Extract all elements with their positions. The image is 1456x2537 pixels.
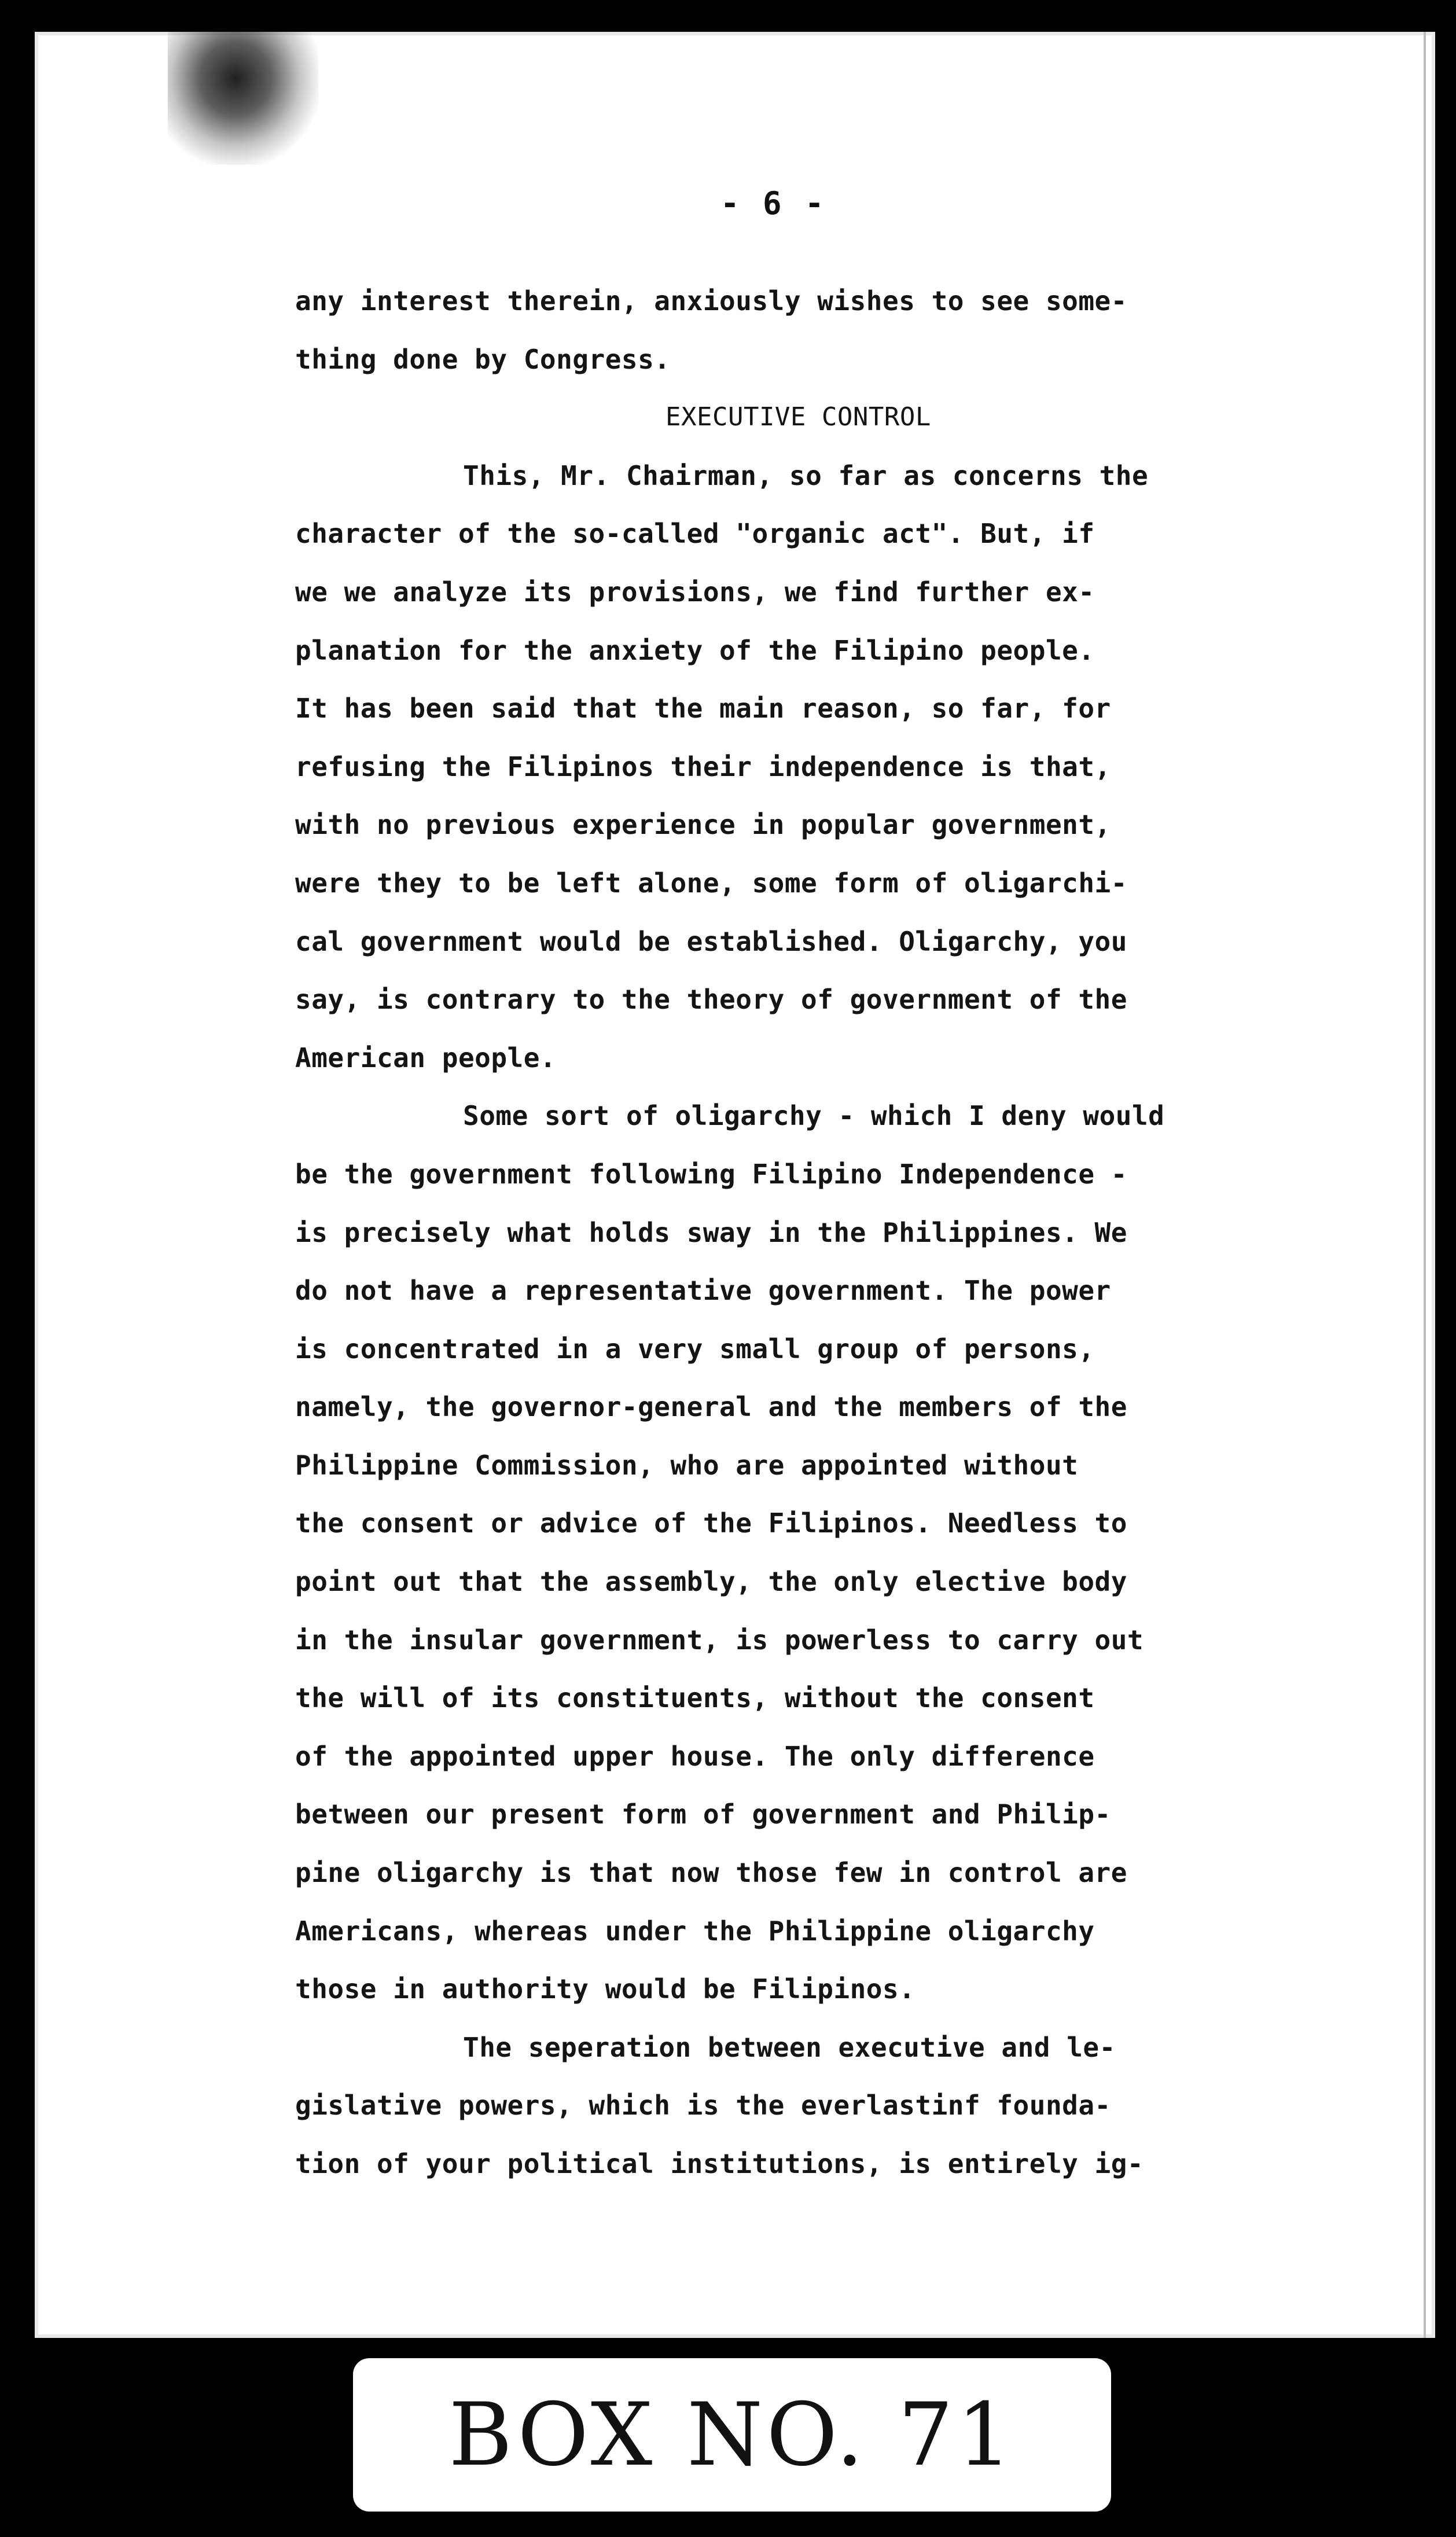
text-line: American people.: [295, 1042, 557, 1073]
text-line: This, Mr. Chairman, so far as concerns the: [463, 459, 1149, 491]
text-line: the consent or advice of the Filipinos. Needless to: [295, 1508, 1127, 1539]
text-line: were they to be left alone, some form of oligarchi-: [295, 867, 1127, 899]
text-line: do not have a representative government. The power: [295, 1275, 1111, 1307]
text-line: of the appointed upper house. The only difference: [295, 1740, 1095, 1772]
text-line: tion of your political institutions, is entirely ig-: [295, 2148, 1144, 2179]
section-heading: EXECUTIVE CONTROL: [666, 402, 931, 432]
text-line: planation for the anxiety of the Filipino people.: [295, 634, 1095, 666]
text-line: namely, the governor-general and the members of the: [295, 1391, 1127, 1423]
text-line: Philippine Commission, who are appointed without: [295, 1449, 1079, 1481]
text-line: we we analyze its provisions, we find further ex-: [295, 576, 1095, 608]
text-line: be the government following Filipino Independence -: [295, 1158, 1127, 1190]
text-line: is precisely what holds sway in the Philippines. We: [295, 1216, 1127, 1248]
text-line: with no previous experience in popular government,: [295, 809, 1111, 841]
text-line: pine oligarchy is that now those few in control are: [295, 1857, 1127, 1889]
text-line: gislative powers, which is the everlastinf founda-: [295, 2090, 1111, 2121]
page-edge: [1424, 32, 1426, 2338]
box-label: [353, 2358, 1111, 2512]
text-line: Americans, whereas under the Philippine oligarchy: [295, 1915, 1095, 1947]
text-line: between our present form of government and Philip-: [295, 1799, 1111, 1830]
page-number: - 6 -: [720, 185, 826, 222]
text-line: any interest therein, anxiously wishes to see some-: [295, 285, 1127, 317]
text-line: those in authority would be Filipinos.: [295, 1973, 915, 2005]
text-line: the will of its constituents, without the consent: [295, 1682, 1095, 1714]
text-line: point out that the assembly, the only elective body: [295, 1566, 1127, 1598]
text-line: say, is contrary to the theory of government of the: [295, 984, 1127, 1016]
typed-text-body: [295, 272, 1244, 2193]
text-line: is concentrated in a very small group of persons,: [295, 1333, 1095, 1365]
text-line: refusing the Filipinos their independence is that,: [295, 751, 1111, 782]
text-line: The seperation between executive and le-: [463, 2031, 1116, 2063]
text-line: in the insular government, is powerless to carry out: [295, 1624, 1144, 1656]
text-line: thing done by Congress.: [295, 343, 671, 375]
text-line: Some sort of oligarchy - which I deny would: [463, 1100, 1165, 1132]
ink-smudge: [168, 32, 318, 165]
text-line: cal government would be established. Oligarchy, you: [295, 925, 1127, 957]
text-line: character of the so-called "organic act". But, if: [295, 518, 1095, 550]
text-line: It has been said that the main reason, so far, for: [295, 693, 1111, 725]
box-label-text: BOX NO. 71: [448, 2384, 1016, 2485]
